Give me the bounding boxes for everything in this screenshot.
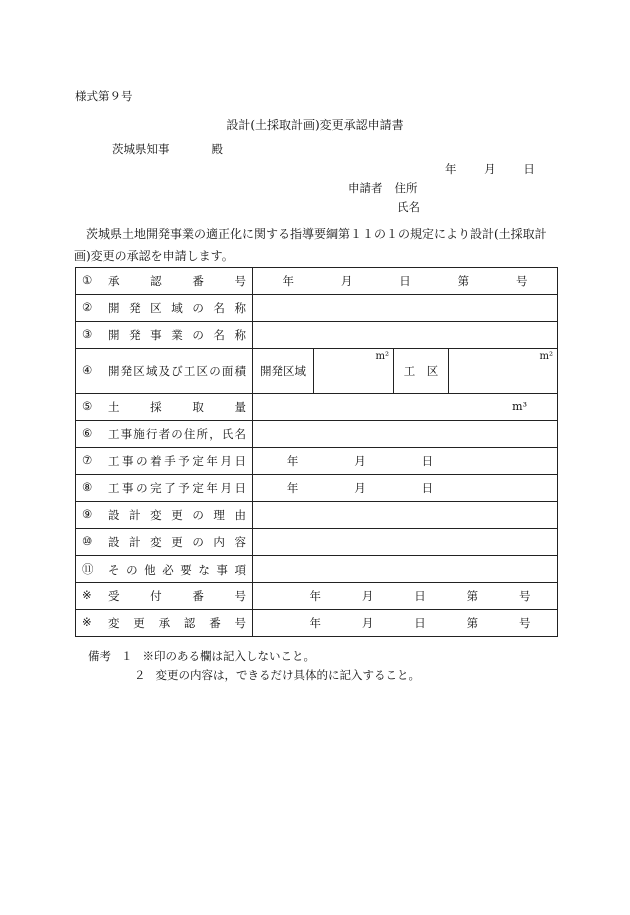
unit-m2: m² xyxy=(375,351,389,362)
row-label-soil-volume: ⑤ 土採取量 xyxy=(76,394,253,421)
start-date-field[interactable]: 年 月 日 xyxy=(253,448,558,475)
body-text: 茨城県土地開発事業の適正化に関する指導要綱第１１の１の規定により設計(土採取計画)変更の承認を申請します。 xyxy=(74,227,547,263)
development-project-name-field[interactable] xyxy=(253,322,558,349)
addressee xyxy=(112,141,223,157)
change-content-field[interactable] xyxy=(253,529,558,556)
applicant-label: 申請者 xyxy=(348,181,383,195)
form-number: 様式第９号 xyxy=(75,89,133,103)
honorific: 殿 xyxy=(211,142,223,156)
unit-m3: m³ xyxy=(512,400,527,413)
date-day: 日 xyxy=(523,162,535,176)
soil-volume-field[interactable] xyxy=(253,394,558,421)
address-label: 住所 xyxy=(394,181,418,195)
table-row xyxy=(76,475,558,502)
table-row xyxy=(76,502,558,529)
change-approval-number-field[interactable]: 年 月 日 第 号 xyxy=(253,610,558,637)
work-section-label: 工 区 xyxy=(394,349,449,394)
applicant-name-label: 氏名 xyxy=(397,200,420,214)
table-row xyxy=(76,268,558,295)
row-label-development-project-name: ③ 開発事業の名称 xyxy=(76,322,253,349)
notes-label: 備考 xyxy=(88,649,111,663)
note-2: ２ 変更の内容は，できるだけ具体的に記入すること。 xyxy=(134,668,420,682)
table-row xyxy=(76,556,558,583)
date-month: 月 xyxy=(484,162,496,176)
development-area-size-field[interactable] xyxy=(314,349,394,394)
development-area-label: 開発区域 xyxy=(253,349,314,394)
table-row xyxy=(76,583,558,610)
row-label-area-size: ④ 開発区域及び工区の面積 xyxy=(76,349,253,394)
row-label-reception-number: ※ 受付番号 xyxy=(76,583,253,610)
table-row xyxy=(76,448,558,475)
row-label-change-approval-number: ※ 変更承認番号 xyxy=(76,610,253,637)
work-section-size-field[interactable] xyxy=(449,349,558,394)
row-label-change-reason: ⑨ 設計変更の理由 xyxy=(76,502,253,529)
row-label-other-matters: ⑪ その他必要な事項 xyxy=(76,556,253,583)
completion-date-field[interactable]: 年 月 日 xyxy=(253,475,558,502)
table-row xyxy=(76,349,558,394)
document-title: 設計(土採取計画)変更承認申請書 xyxy=(226,118,404,132)
applicant-address-line xyxy=(348,180,418,196)
table-row xyxy=(76,394,558,421)
reception-number-field[interactable]: 年 月 日 第 号 xyxy=(253,583,558,610)
table-row xyxy=(76,529,558,556)
date-year: 年 xyxy=(445,162,457,176)
table-row xyxy=(76,421,558,448)
other-matters-field[interactable] xyxy=(253,556,558,583)
application-date xyxy=(445,161,535,177)
approval-number-field[interactable]: 年 月 日 第 号 xyxy=(253,268,558,295)
row-label-development-area-name: ② 開発区域の名称 xyxy=(76,295,253,322)
row-label-completion-date: ⑧ 工事の完了予定年月日 xyxy=(76,475,253,502)
table-row xyxy=(76,295,558,322)
row-label-start-date: ⑦ 工事の着手予定年月日 xyxy=(76,448,253,475)
addressee-name: 茨城県知事 xyxy=(112,142,170,156)
table-row xyxy=(76,610,558,637)
development-area-name-field[interactable] xyxy=(253,295,558,322)
application-form-table xyxy=(75,267,558,637)
row-label-approval-number: ① 承認番号 xyxy=(76,268,253,295)
table-row xyxy=(76,322,558,349)
note-1: 備考 １ ※印のある欄は記入しないこと。 xyxy=(88,649,315,663)
contractor-field[interactable] xyxy=(253,421,558,448)
change-reason-field[interactable] xyxy=(253,502,558,529)
row-label-change-content: ⑩ 設計変更の内容 xyxy=(76,529,253,556)
row-label-contractor: ⑥ 工事施行者の住所，氏名 xyxy=(76,421,253,448)
unit-m2: m² xyxy=(539,351,553,362)
